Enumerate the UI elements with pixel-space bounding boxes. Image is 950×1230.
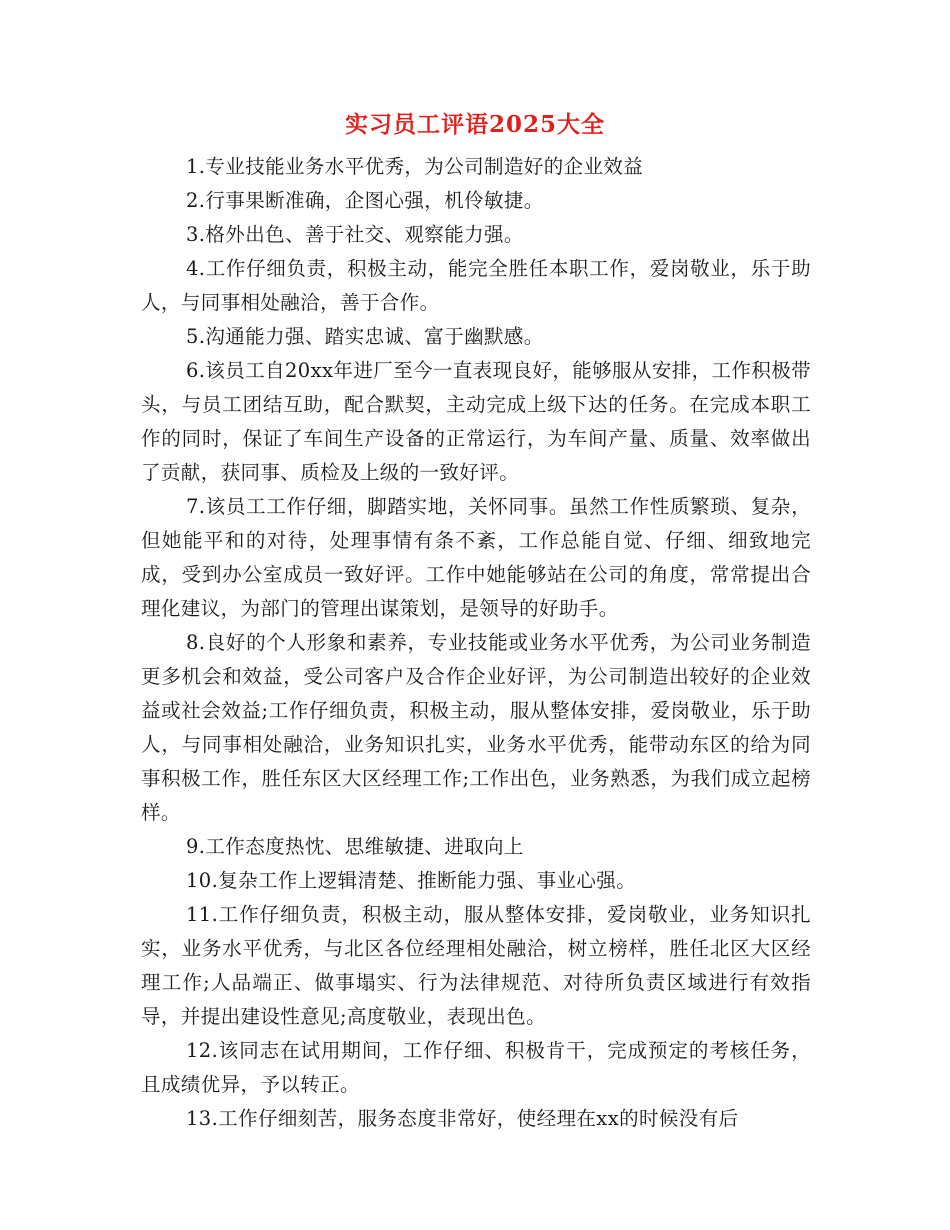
paragraph-4: 4.工作仔细负责，积极主动，能完全胜任本职工作，爱岗敬业，乐于助人，与同事相处融洽，善于合作。 bbox=[141, 257, 811, 314]
document-title: 实习员工评语2025大全 bbox=[344, 111, 605, 138]
paragraph-2: 2.行事果断准确，企图心强，机伶敏捷。 bbox=[186, 189, 544, 212]
paragraph-5: 5.沟通能力强、踏实忠诚、富于幽默感。 bbox=[186, 325, 544, 348]
document-body bbox=[141, 150, 811, 1136]
paragraph-3: 3.格外出色、善于社交、观察能力强。 bbox=[186, 223, 524, 246]
paragraph-6: 6.该员工自20xx年进厂至今一直表现良好，能够服从安排，工作积极带头，与员工团结互助，配合默契，主动完成上级下达的任务。在完成本职工作的同时，保证了车间生产设备的正常运行，为车间产量、质量、效率做出了贡献，获同事、质检及上级的一致好评。 bbox=[141, 359, 812, 484]
paragraph-1: 1.专业技能业务水平优秀，为公司制造好的企业效益 bbox=[186, 155, 644, 178]
paragraph-12: 12.该同志在试用期间，工作仔细、积极肯干，完成预定的考核任务，且成绩优异，予以转正。 bbox=[141, 1039, 811, 1096]
paragraph-8: 8.良好的个人形象和素养，专业技能或业务水平优秀，为公司业务制造更多机会和效益，受公司客户及合作企业好评，为公司制造出较好的企业效益或社会效益;工作仔细负责，积极主动，服从整体安排，爱岗敬业，乐于助人，与同事相处融洽，业务知识扎实，业务水平优秀，能带动东区的给为同事积极工作，胜任东区大区经理工作;工作出色，业务熟悉，为我们成立起榜样。 bbox=[141, 631, 811, 824]
paragraph-13: 13.工作仔细刻苦，服务态度非常好，使经理在xx的时候没有后 bbox=[186, 1107, 739, 1130]
paragraph-9: 9.工作态度热忱、思维敏捷、进取向上 bbox=[186, 835, 524, 858]
paragraph-7: 7.该员工工作仔细，脚踏实地，关怀同事。虽然工作性质繁琐、复杂，但她能平和的对待，处理事情有条不紊，工作总能自觉、仔细、细致地完成，受到办公室成员一致好评。工作中她能够站在公司的角度，常常提出合理化建议，为部门的管理出谋策划，是领导的好助手。 bbox=[141, 495, 811, 620]
paragraph-10: 10.复杂工作上逻辑清楚、推断能力强、事业心强。 bbox=[186, 869, 637, 892]
paragraph-11: 11.工作仔细负责，积极主动，服从整体安排，爱岗敬业，业务知识扎实，业务水平优秀，与北区各位经理相处融洽，树立榜样，胜任北区大区经理工作;人品端正、做事塌实、行为法律规范、对待所负责区域进行有效指导，并提出建设性意见;高度敬业，表现出色。 bbox=[141, 903, 811, 1028]
